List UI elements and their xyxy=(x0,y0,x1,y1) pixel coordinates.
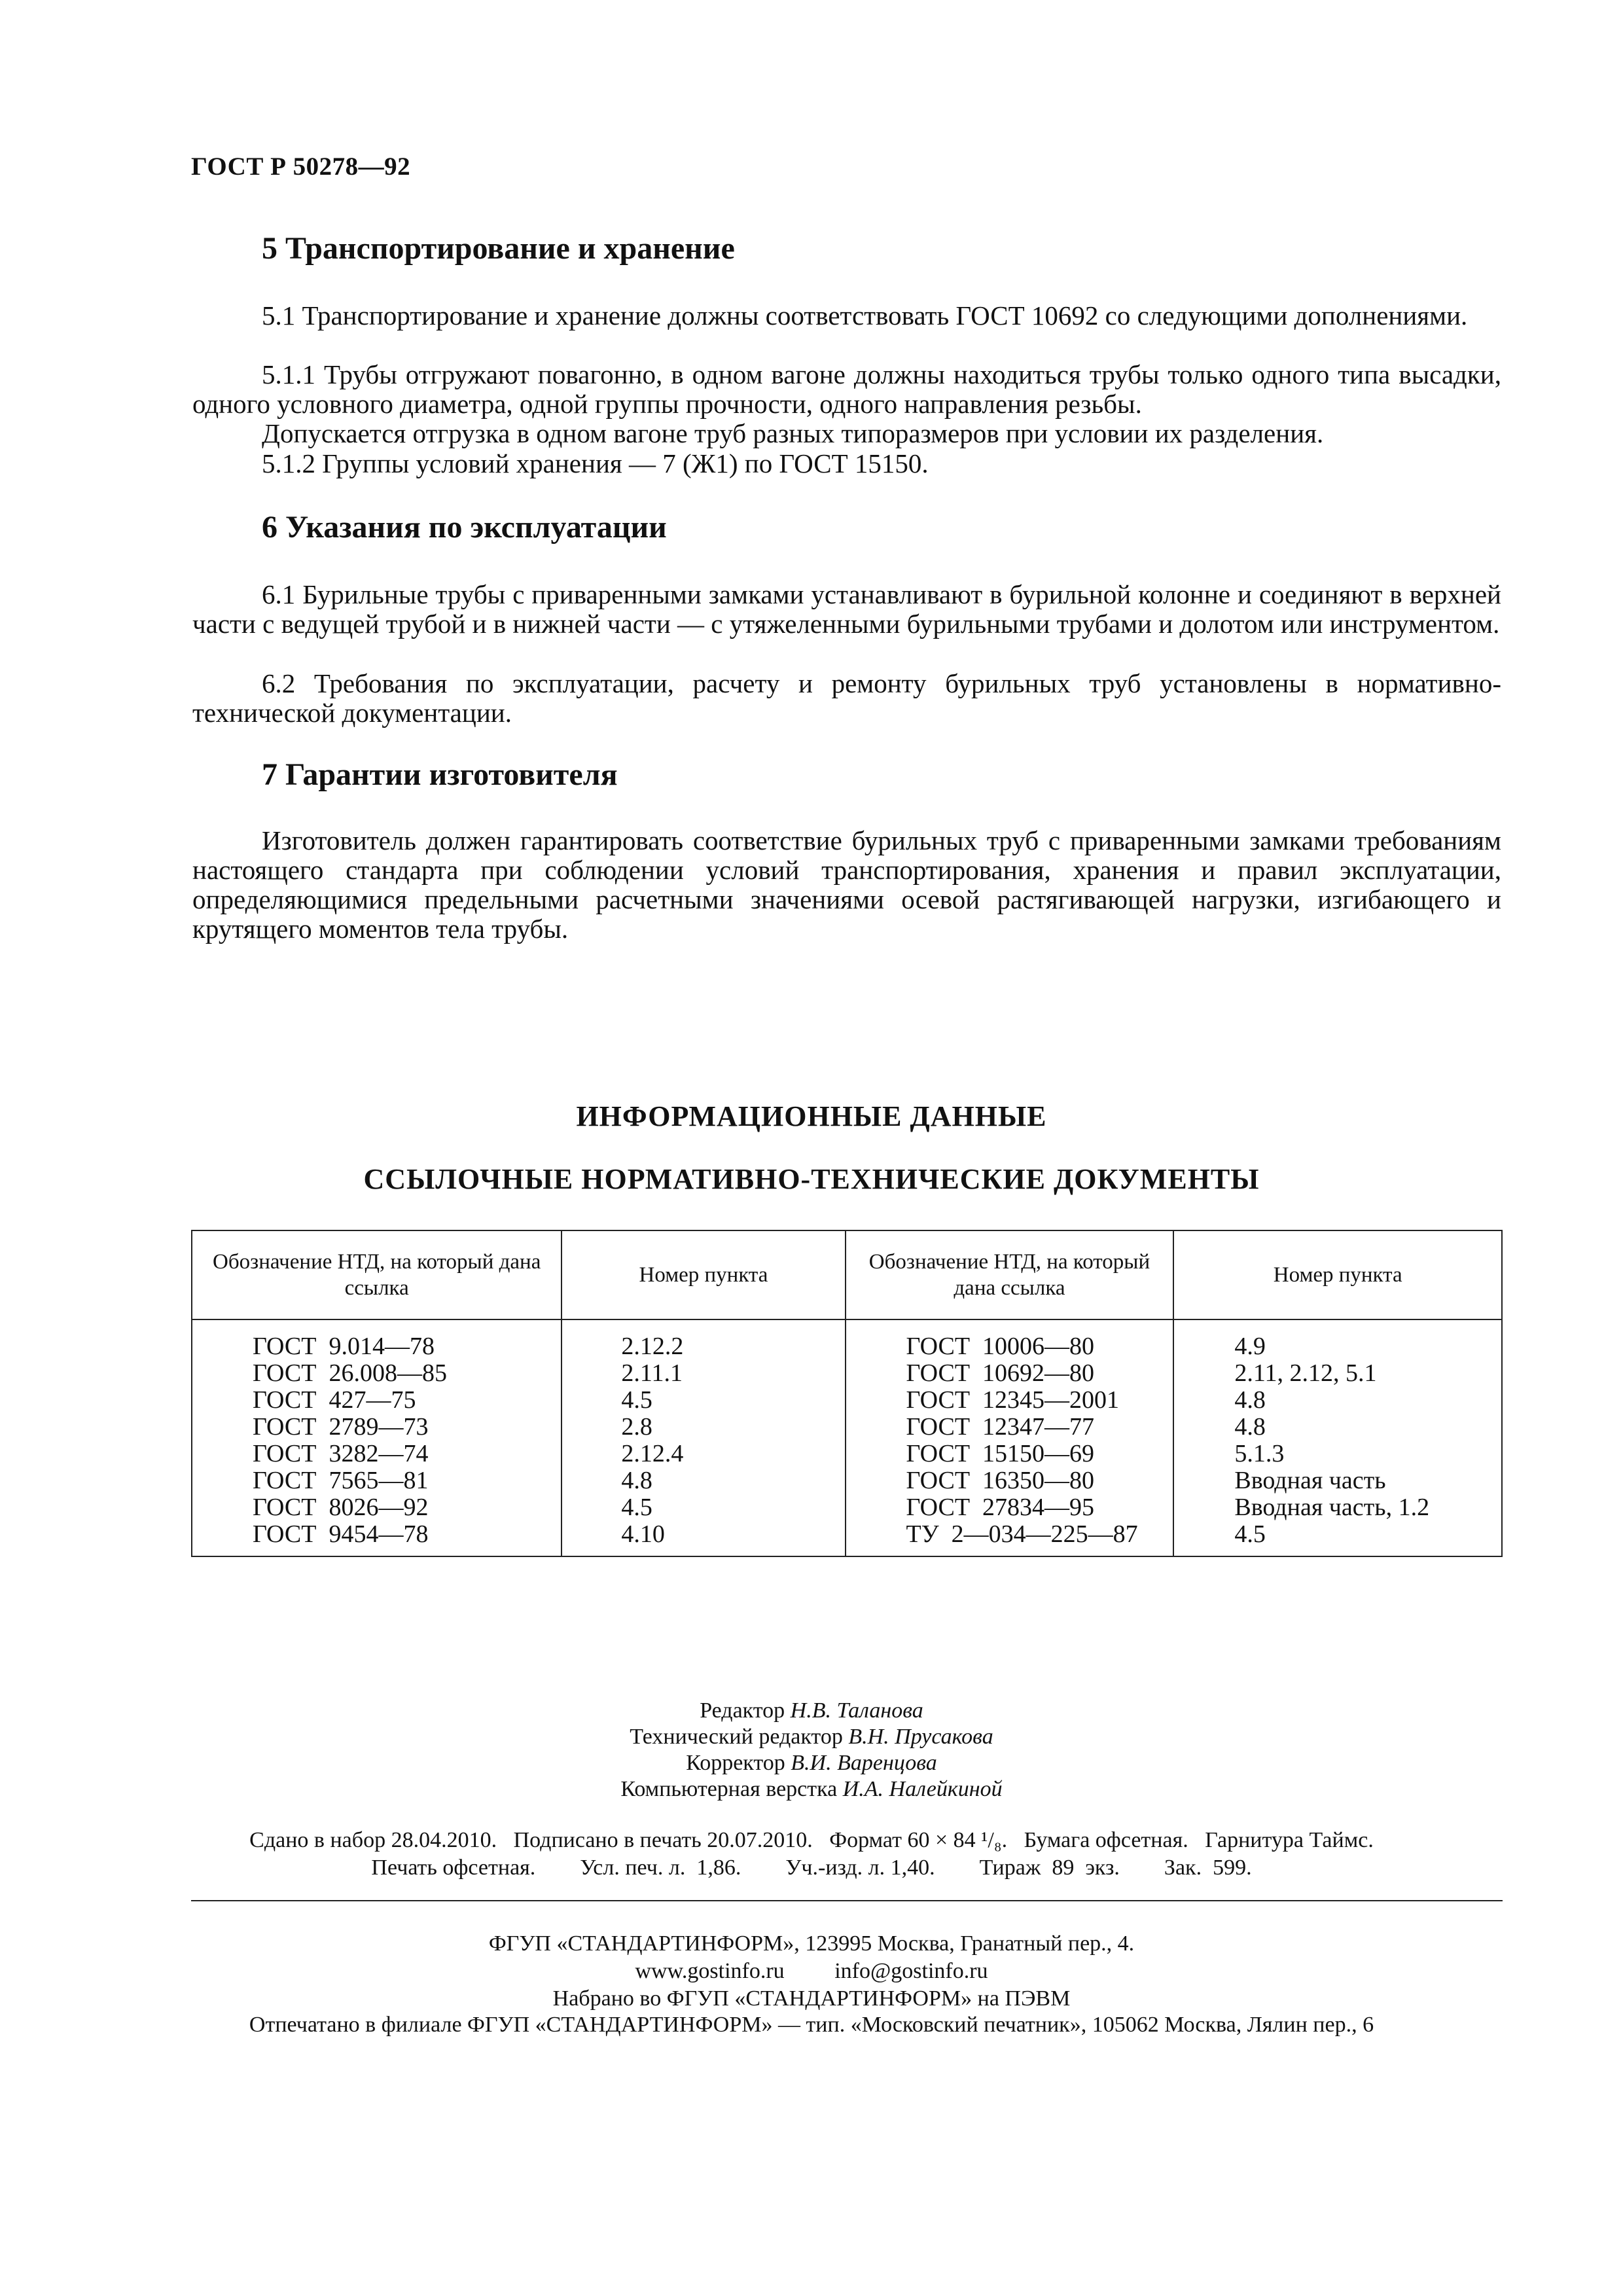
editor-name: Н.В. Таланова xyxy=(790,1698,923,1723)
publisher-contacts xyxy=(0,1958,1623,1984)
table-cell: ГОСТ 10692—80 xyxy=(906,1359,1095,1387)
table-cell: ГОСТ 15150—69 xyxy=(906,1440,1095,1467)
table-cell: ТУ 2—034—225—87 xyxy=(906,1520,1138,1548)
table-cell: ГОСТ 7565—81 xyxy=(253,1467,429,1494)
editor-label: Редактор xyxy=(700,1698,785,1723)
table-cell: ГОСТ 2789—73 xyxy=(253,1413,429,1441)
table-cell: 4.8 xyxy=(621,1467,652,1494)
table-cell: 4.8 xyxy=(1234,1413,1266,1441)
layout-label: Компьютерная верстка xyxy=(620,1777,838,1801)
table-cell: ГОСТ 3282—74 xyxy=(253,1440,429,1467)
corrector-name: В.И. Варенцова xyxy=(791,1751,937,1775)
table-cell: ГОСТ 9.014—78 xyxy=(253,1333,435,1360)
print-info-line-1: Сдано в набор 28.04.2010. Подписано в печать 20.07.2010. Формат 60 × 84 ¹/₈. Бумага офсетная. Гарнитура Таймс. xyxy=(249,1828,1374,1852)
publisher-address: ФГУП «СТАНДАРТИНФОРМ», 123995 Москва, Гранатный пер., 4. xyxy=(488,1931,1135,1956)
publisher-website: www.gostinfo.ru xyxy=(635,1959,785,1983)
table-cell: 4.8 xyxy=(1234,1386,1266,1414)
table-cell: 4.9 xyxy=(1234,1333,1266,1360)
table-cell: 2.11, 2.12, 5.1 xyxy=(1234,1359,1377,1387)
table-cell: 2.8 xyxy=(621,1413,652,1441)
credit-corrector xyxy=(0,1750,1623,1776)
table-cell: Вводная часть xyxy=(1234,1467,1386,1494)
credit-editor xyxy=(0,1698,1623,1724)
table-cell: 2.11.1 xyxy=(621,1359,683,1387)
table-cell: 4.10 xyxy=(621,1520,665,1548)
section-5-title: 5 Транспортирование и хранение xyxy=(262,231,735,266)
table-cell: 4.5 xyxy=(621,1386,652,1414)
paragraph-5-1-1-note: Допускается отгрузка в одном вагоне труб разных типоразмеров при условии их разделения. xyxy=(262,418,1324,448)
table-cell: ГОСТ 26.008—85 xyxy=(253,1359,447,1387)
info-subtitle: ССЫЛОЧНЫЕ НОРМАТИВНО-ТЕХНИЧЕСКИЕ ДОКУМЕНТЫ xyxy=(363,1163,1260,1195)
layout-name: И.А. Налейкиной xyxy=(842,1777,1003,1801)
section-7-title: 7 Гарантии изготовителя xyxy=(262,757,618,792)
left-nums-cell xyxy=(562,1319,845,1556)
table-cell: ГОСТ 9454—78 xyxy=(253,1520,429,1548)
paragraph-6-2: 6.2 Требования по эксплуатации, расчету и ремонту бурильных труб установлены в нормативно-технической документации. xyxy=(192,668,1501,728)
print-info-line-2: Печать офсетная. Усл. печ. л. 1,86. Уч.-изд. л. 1,40. Тираж 89 экз. Зак. 599. xyxy=(371,1856,1252,1880)
table-cell: ГОСТ 8026—92 xyxy=(253,1494,429,1521)
table-cell: ГОСТ 27834—95 xyxy=(906,1494,1095,1521)
document-code-header: ГОСТ Р 50278—92 xyxy=(191,152,411,181)
table-cell: 4.5 xyxy=(1234,1520,1266,1548)
paragraph-5-1: 5.1 Транспортирование и хранение должны соответствовать ГОСТ 10692 со следующими дополнениями. xyxy=(262,300,1468,331)
table-body-row xyxy=(192,1319,1502,1556)
paragraph-5-1-1: 5.1.1 Трубы отгружают повагонно, в одном вагоне должны находиться трубы только одного типа высадки, одного условного диаметра, одной группы прочности, одного направления резьбы. xyxy=(192,359,1501,419)
divider-line xyxy=(191,1900,1503,1901)
left-docs-cell xyxy=(192,1319,562,1556)
table-cell: ГОСТ 12347—77 xyxy=(906,1413,1095,1441)
credit-tech-editor xyxy=(0,1724,1623,1750)
section-6-title: 6 Указания по эксплуатации xyxy=(262,510,667,545)
table-cell: ГОСТ 10006—80 xyxy=(906,1333,1095,1360)
typeset-info: Набрано во ФГУП «СТАНДАРТИНФОРМ» на ПЭВМ xyxy=(552,1986,1071,2011)
header-num-right: Номер пункта xyxy=(1173,1230,1502,1319)
references-table xyxy=(191,1230,1503,1557)
tech-editor-label: Технический редактор xyxy=(630,1725,843,1749)
paragraph-5-1-2: 5.1.2 Группы условий хранения — 7 (Ж1) по ГОСТ 15150. xyxy=(262,448,929,478)
table-cell: ГОСТ 427—75 xyxy=(253,1386,416,1414)
header-doc-right: Обозначение НТД, на который дана ссылка xyxy=(846,1230,1174,1319)
corrector-label: Корректор xyxy=(686,1751,785,1775)
credit-layout xyxy=(0,1776,1623,1803)
printing-house-info: Отпечатано в филиале ФГУП «СТАНДАРТИНФОРМ» — тип. «Московский печатник», 105062 Москва, Лялин пер., 6 xyxy=(249,2013,1374,2037)
right-nums-cell xyxy=(1173,1319,1502,1556)
tech-editor-name: В.Н. Прусакова xyxy=(848,1725,993,1749)
table-cell: ГОСТ 16350—80 xyxy=(906,1467,1095,1494)
header-doc-left: Обозначение НТД, на который дана ссылка xyxy=(192,1230,562,1319)
table-cell: 5.1.3 xyxy=(1234,1440,1285,1467)
paragraph-6-1: 6.1 Бурильные трубы с приваренными замками устанавливают в бурильной колонне и соединяют в верхней части с ведущей трубой и в нижней части — с утяжеленными бурильными трубами и долотом или инструментом. xyxy=(192,579,1501,639)
table-cell: ГОСТ 12345—2001 xyxy=(906,1386,1120,1414)
paragraph-7: Изготовитель должен гарантировать соответствие бурильных труб с приваренными замками требованиям настоящего стандарта при соблюдении условий транспортирования, хранения и правил эксплуатации, определяющимися предельными расчетными значениями осевой растягивающей нагрузки, изгибающего и крутящего моментов тела трубы. xyxy=(192,825,1501,944)
publisher-email: info@gostinfo.ru xyxy=(834,1959,988,1983)
table-header-row xyxy=(192,1230,1502,1319)
info-title: ИНФОРМАЦИОННЫЕ ДАННЫЕ xyxy=(576,1100,1047,1132)
right-docs-cell xyxy=(846,1319,1174,1556)
header-num-left: Номер пункта xyxy=(562,1230,845,1319)
table-cell: 2.12.4 xyxy=(621,1440,684,1467)
table-cell: 4.5 xyxy=(621,1494,652,1521)
table-cell: 2.12.2 xyxy=(621,1333,684,1360)
table-cell: Вводная часть, 1.2 xyxy=(1234,1494,1430,1521)
